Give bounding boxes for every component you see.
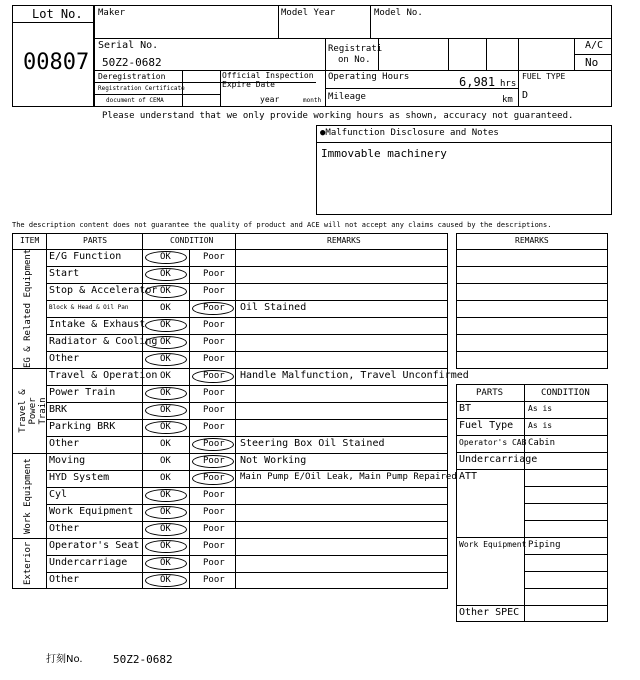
right-condition-value: As is [528, 404, 553, 413]
poor-option: Poor [203, 422, 225, 432]
registration-label: Registrati [328, 44, 383, 54]
part-label: Start [49, 268, 80, 279]
part-label: Stop & Accelerator [49, 285, 158, 296]
ok-circle [145, 574, 187, 587]
ok-option: OK [160, 456, 171, 466]
header-item: ITEM [20, 236, 40, 245]
ok-option: OK [160, 303, 171, 313]
ok-circle [145, 523, 187, 536]
ac-value: No [585, 56, 599, 69]
ok-circle [145, 268, 187, 281]
header-condition: CONDITION [170, 236, 214, 245]
ok-option: OK [160, 320, 171, 330]
part-label: Radiator & Cooling [49, 336, 158, 347]
poor-option: Poor [203, 320, 225, 330]
serial-value: 50Z2-0682 [102, 56, 162, 69]
poor-circle [192, 370, 234, 383]
part-label: Travel & Operation [49, 370, 158, 381]
part-label: BRK [49, 404, 68, 415]
poor-circle [192, 438, 234, 451]
right-condition-value: Cabin [528, 438, 556, 448]
remark-text: Steering Box Oil Stained [240, 438, 385, 449]
ok-option: OK [160, 558, 171, 568]
lot-number: 00807 [23, 50, 90, 75]
poor-option: Poor [203, 286, 225, 296]
lot-label: Lot No. [32, 7, 83, 21]
poor-option: Poor [203, 558, 225, 568]
poor-option: Poor [203, 303, 225, 313]
right-condition-value: Piping [528, 540, 561, 550]
stamp-value: 50Z2-0682 [113, 653, 173, 666]
ok-option: OK [160, 286, 171, 296]
poor-option: Poor [203, 337, 225, 347]
ok-option: OK [160, 524, 171, 534]
ok-option: OK [160, 575, 171, 585]
ok-option: OK [160, 439, 171, 449]
model-no-label: Model No. [374, 8, 423, 18]
month-label: month [303, 97, 322, 104]
operating-hours-value: 6,981 [459, 75, 496, 89]
poor-option: Poor [203, 490, 225, 500]
ok-circle [145, 387, 187, 400]
registration-label-2: on No. [338, 55, 371, 65]
ok-circle [145, 421, 187, 434]
remark-text: Main Pump E/Oil Leak, Main Pump Repaired [240, 472, 457, 482]
group-label: Exterior [23, 541, 33, 585]
right-part-label: Undercarriage [459, 454, 538, 465]
part-label: HYD System [49, 472, 110, 483]
part-label: Other [49, 574, 80, 585]
remark-text: Not Working [240, 455, 307, 466]
part-label: Operator's Seat [49, 540, 140, 551]
inspection-label-2: Expire Date [222, 80, 275, 89]
part-label: Intake & Exhaust [49, 319, 146, 330]
hrs-label: hrs [500, 79, 517, 89]
right-part-label: Fuel Type [459, 420, 514, 431]
part-label: Other [49, 438, 80, 449]
serial-label: Serial No. [98, 40, 159, 51]
poor-option: Poor [203, 456, 225, 466]
ok-option: OK [160, 337, 171, 347]
poor-option: Poor [203, 507, 225, 517]
ok-circle [145, 336, 187, 349]
ok-circle [145, 557, 187, 570]
right-part-label: ATT [459, 471, 478, 482]
poor-option: Poor [203, 269, 225, 279]
right-condition-header: CONDITION [541, 388, 590, 398]
right-part-label: Other SPEC [459, 607, 520, 618]
ok-circle [145, 319, 187, 332]
reg-cert-label: Registration Certificate [98, 85, 185, 92]
ok-circle [145, 404, 187, 417]
header-remarks: REMARKS [327, 236, 361, 245]
poor-option: Poor [203, 439, 225, 449]
right-condition-value: As is [528, 421, 553, 430]
poor-option: Poor [203, 473, 225, 483]
poor-option: Poor [203, 575, 225, 585]
remark-text: Oil Stained [240, 302, 307, 313]
poor-circle [192, 472, 234, 485]
right-parts-header: PARTS [476, 388, 504, 398]
part-label: Undercarriage [49, 557, 128, 568]
right-part-label: Operator's CAB [459, 438, 527, 447]
poor-option: Poor [203, 405, 225, 415]
ok-option: OK [160, 490, 171, 500]
ok-circle [145, 285, 187, 298]
fuel-type-label: FUEL TYPE [522, 72, 566, 81]
maker-label: Maker [98, 8, 126, 18]
operating-hours-label: Operating Hours [328, 72, 410, 82]
poor-option: Poor [203, 388, 225, 398]
group-label: Work Equipment [23, 457, 33, 534]
mileage-label: Mileage [328, 92, 366, 102]
stamp-label: 打刻No. [46, 654, 83, 665]
ok-circle [145, 540, 187, 553]
fuel-type-value: D [522, 90, 529, 101]
right-part-label: BT [459, 403, 472, 414]
ok-option: OK [160, 405, 171, 415]
part-label: Work Equipment [49, 506, 134, 517]
group-label: Travel & Power Train [18, 388, 48, 433]
ok-option: OK [160, 252, 171, 262]
year-label: year [260, 95, 280, 104]
ok-option: OK [160, 422, 171, 432]
ok-option: OK [160, 541, 171, 551]
ok-option: OK [160, 388, 171, 398]
ok-option: OK [160, 269, 171, 279]
right-part-label: Work Equipment [459, 540, 527, 549]
ok-circle [145, 489, 187, 502]
malfunction-box [316, 125, 612, 215]
ok-option: OK [160, 371, 171, 381]
poor-option: Poor [203, 541, 225, 551]
group-label: EG & Related Equipment [23, 248, 33, 368]
model-year-label: Model Year [281, 8, 336, 18]
poor-circle [192, 302, 234, 315]
header-parts: PARTS [83, 236, 108, 245]
ok-option: OK [160, 507, 171, 517]
part-label: Other [49, 523, 80, 534]
right-remarks-header: REMARKS [515, 236, 549, 245]
ok-option: OK [160, 354, 171, 364]
part-label: Block & Head & Oil Pan [49, 304, 129, 311]
ok-circle [145, 353, 187, 366]
km-label: km [502, 95, 513, 105]
poor-option: Poor [203, 371, 225, 381]
hours-notice: Please understand that we only provide working hours as shown, accuracy not guaranteed. [102, 111, 574, 121]
part-label: Other [49, 353, 80, 364]
poor-option: Poor [203, 354, 225, 364]
part-label: E/G Function [49, 251, 122, 262]
malfunction-text: Immovable machinery [321, 147, 447, 160]
poor-option: Poor [203, 252, 225, 262]
inspection-label: Official Inspection [222, 71, 314, 80]
cema-label: document of CEMA [106, 97, 164, 104]
malfunction-title: ●Malfunction Disclosure and Notes [320, 128, 499, 138]
part-label: Parking BRK [49, 421, 116, 432]
ac-label: A/C [585, 40, 604, 51]
part-label: Cyl [49, 489, 68, 500]
part-label: Power Train [49, 387, 116, 398]
poor-circle [192, 455, 234, 468]
ok-option: OK [160, 473, 171, 483]
disclaimer: The description content does not guarantee the quality of product and ACE will not accept any claims caused by the descriptions. [12, 221, 552, 229]
deregistration-label: Deregistration [98, 72, 166, 81]
part-label: Moving [49, 455, 86, 466]
ok-circle [145, 251, 187, 264]
poor-option: Poor [203, 524, 225, 534]
remark-text: Handle Malfunction, Travel Unconfirmed [240, 370, 469, 381]
ok-circle [145, 506, 187, 519]
